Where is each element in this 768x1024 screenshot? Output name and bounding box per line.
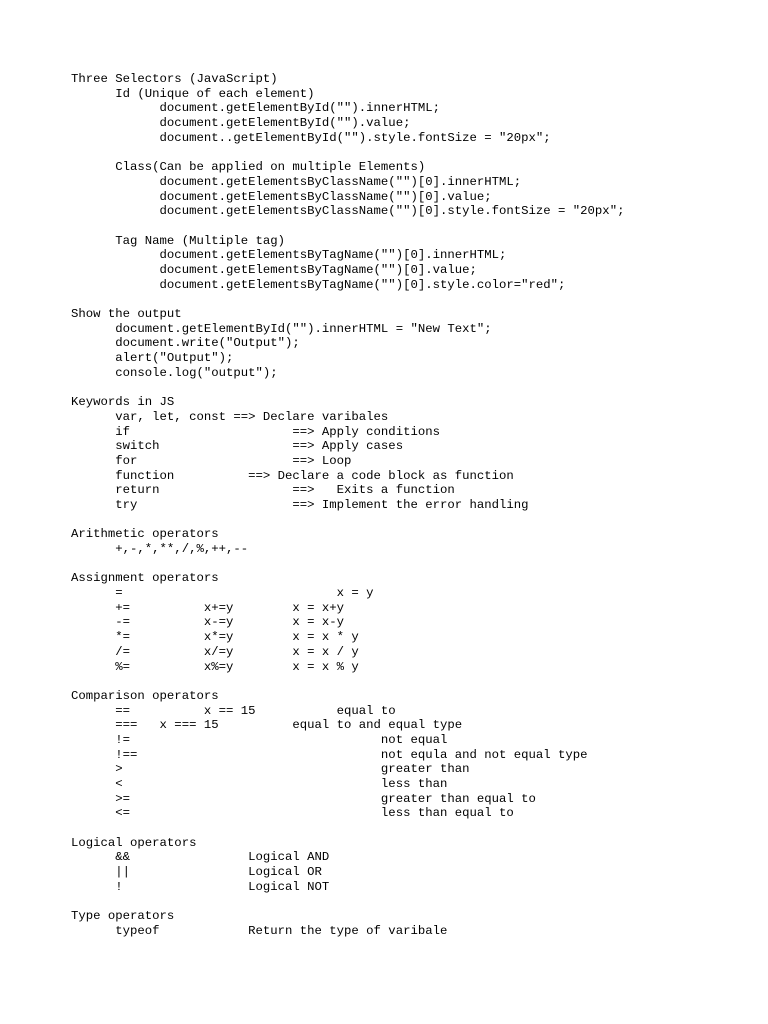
text-line: function ==> Declare a code block as function	[71, 468, 514, 483]
text-line: = x = y	[71, 586, 374, 601]
text-line: -= x-=y x = x-y	[71, 615, 345, 630]
text-line: var, let, const ==> Declare varibales	[71, 409, 389, 424]
text-line	[71, 821, 751, 836]
text-line: try ==> Implement the error handling	[71, 497, 529, 512]
text-line: += x+=y x = x+y	[71, 600, 345, 615]
text-line	[71, 219, 751, 234]
text-line: return ==> Exits a function	[71, 483, 455, 498]
text-line	[71, 145, 751, 160]
text-line: || Logical OR	[71, 865, 322, 880]
text-line: switch ==> Apply cases	[71, 439, 404, 454]
text-line: *= x*=y x = x * y	[71, 630, 359, 645]
text-line: if ==> Apply conditions	[71, 424, 440, 439]
text-line: <= less than equal to	[71, 806, 514, 821]
text-line	[71, 513, 751, 528]
text-line: %= x%=y x = x % y	[71, 659, 359, 674]
text-line: document..getElementById("").style.fontSize = "20px";	[71, 130, 551, 145]
text-line: document.getElementsByClassName("")[0].innerHTML;	[71, 174, 522, 189]
text-line: != not equal	[71, 732, 448, 747]
text-line: console.log("output");	[71, 365, 278, 380]
text-line: Logical operators	[71, 835, 197, 850]
text-line: > greater than	[71, 762, 470, 777]
text-line: document.getElementsByClassName("")[0].value;	[71, 189, 492, 204]
text-line: document.write("Output");	[71, 336, 300, 351]
text-line	[71, 895, 751, 910]
text-line	[71, 292, 751, 307]
text-line: Id (Unique of each element)	[71, 86, 315, 101]
text-line: < less than	[71, 777, 448, 791]
text-line: Tag Name (Multiple tag)	[71, 233, 286, 248]
text-line: Type operators	[71, 909, 175, 924]
text-line: Three Selectors (JavaScript)	[71, 72, 278, 86]
text-line: Keywords in JS	[71, 395, 175, 410]
text-line: Arithmetic operators	[71, 527, 219, 542]
text-line: >= greater than equal to	[71, 791, 536, 806]
text-line: ! Logical NOT	[71, 879, 330, 894]
text-line: document.getElementById("").innerHTML = "New Text";	[71, 321, 492, 336]
text-line: document.getElementById("").value;	[71, 116, 411, 131]
document-page	[71, 72, 751, 939]
text-line: == x == 15 equal to	[71, 703, 396, 718]
text-line: document.getElementsByTagName("")[0].value;	[71, 262, 477, 277]
text-line: for ==> Loop	[71, 453, 352, 468]
text-line: document.getElementsByTagName("")[0].innerHTML;	[71, 248, 507, 263]
text-line: +,-,*,**,/,%,++,--	[71, 542, 249, 556]
text-line	[71, 380, 751, 395]
text-line: Show the output	[71, 307, 182, 321]
text-line: Class(Can be applied on multiple Elements)	[71, 160, 426, 175]
text-line: document.getElementById("").innerHTML;	[71, 101, 440, 116]
text-line: typeof Return the type of varibale	[71, 923, 448, 938]
text-line: Assignment operators	[71, 571, 219, 586]
text-line: document.getElementsByClassName("")[0].style.fontSize = "20px";	[71, 204, 625, 219]
text-line: alert("Output");	[71, 351, 234, 366]
text-line	[71, 674, 751, 689]
text-line	[71, 557, 751, 572]
text-line: === x === 15 equal to and equal type	[71, 718, 463, 733]
text-line: document.getElementsByTagName("")[0].style.color="red";	[71, 277, 566, 292]
text-line: /= x/=y x = x / y	[71, 644, 359, 659]
text-line: && Logical AND	[71, 850, 330, 865]
text-line: !== not equla and not equal type	[71, 747, 588, 762]
text-line: Comparison operators	[71, 688, 219, 703]
